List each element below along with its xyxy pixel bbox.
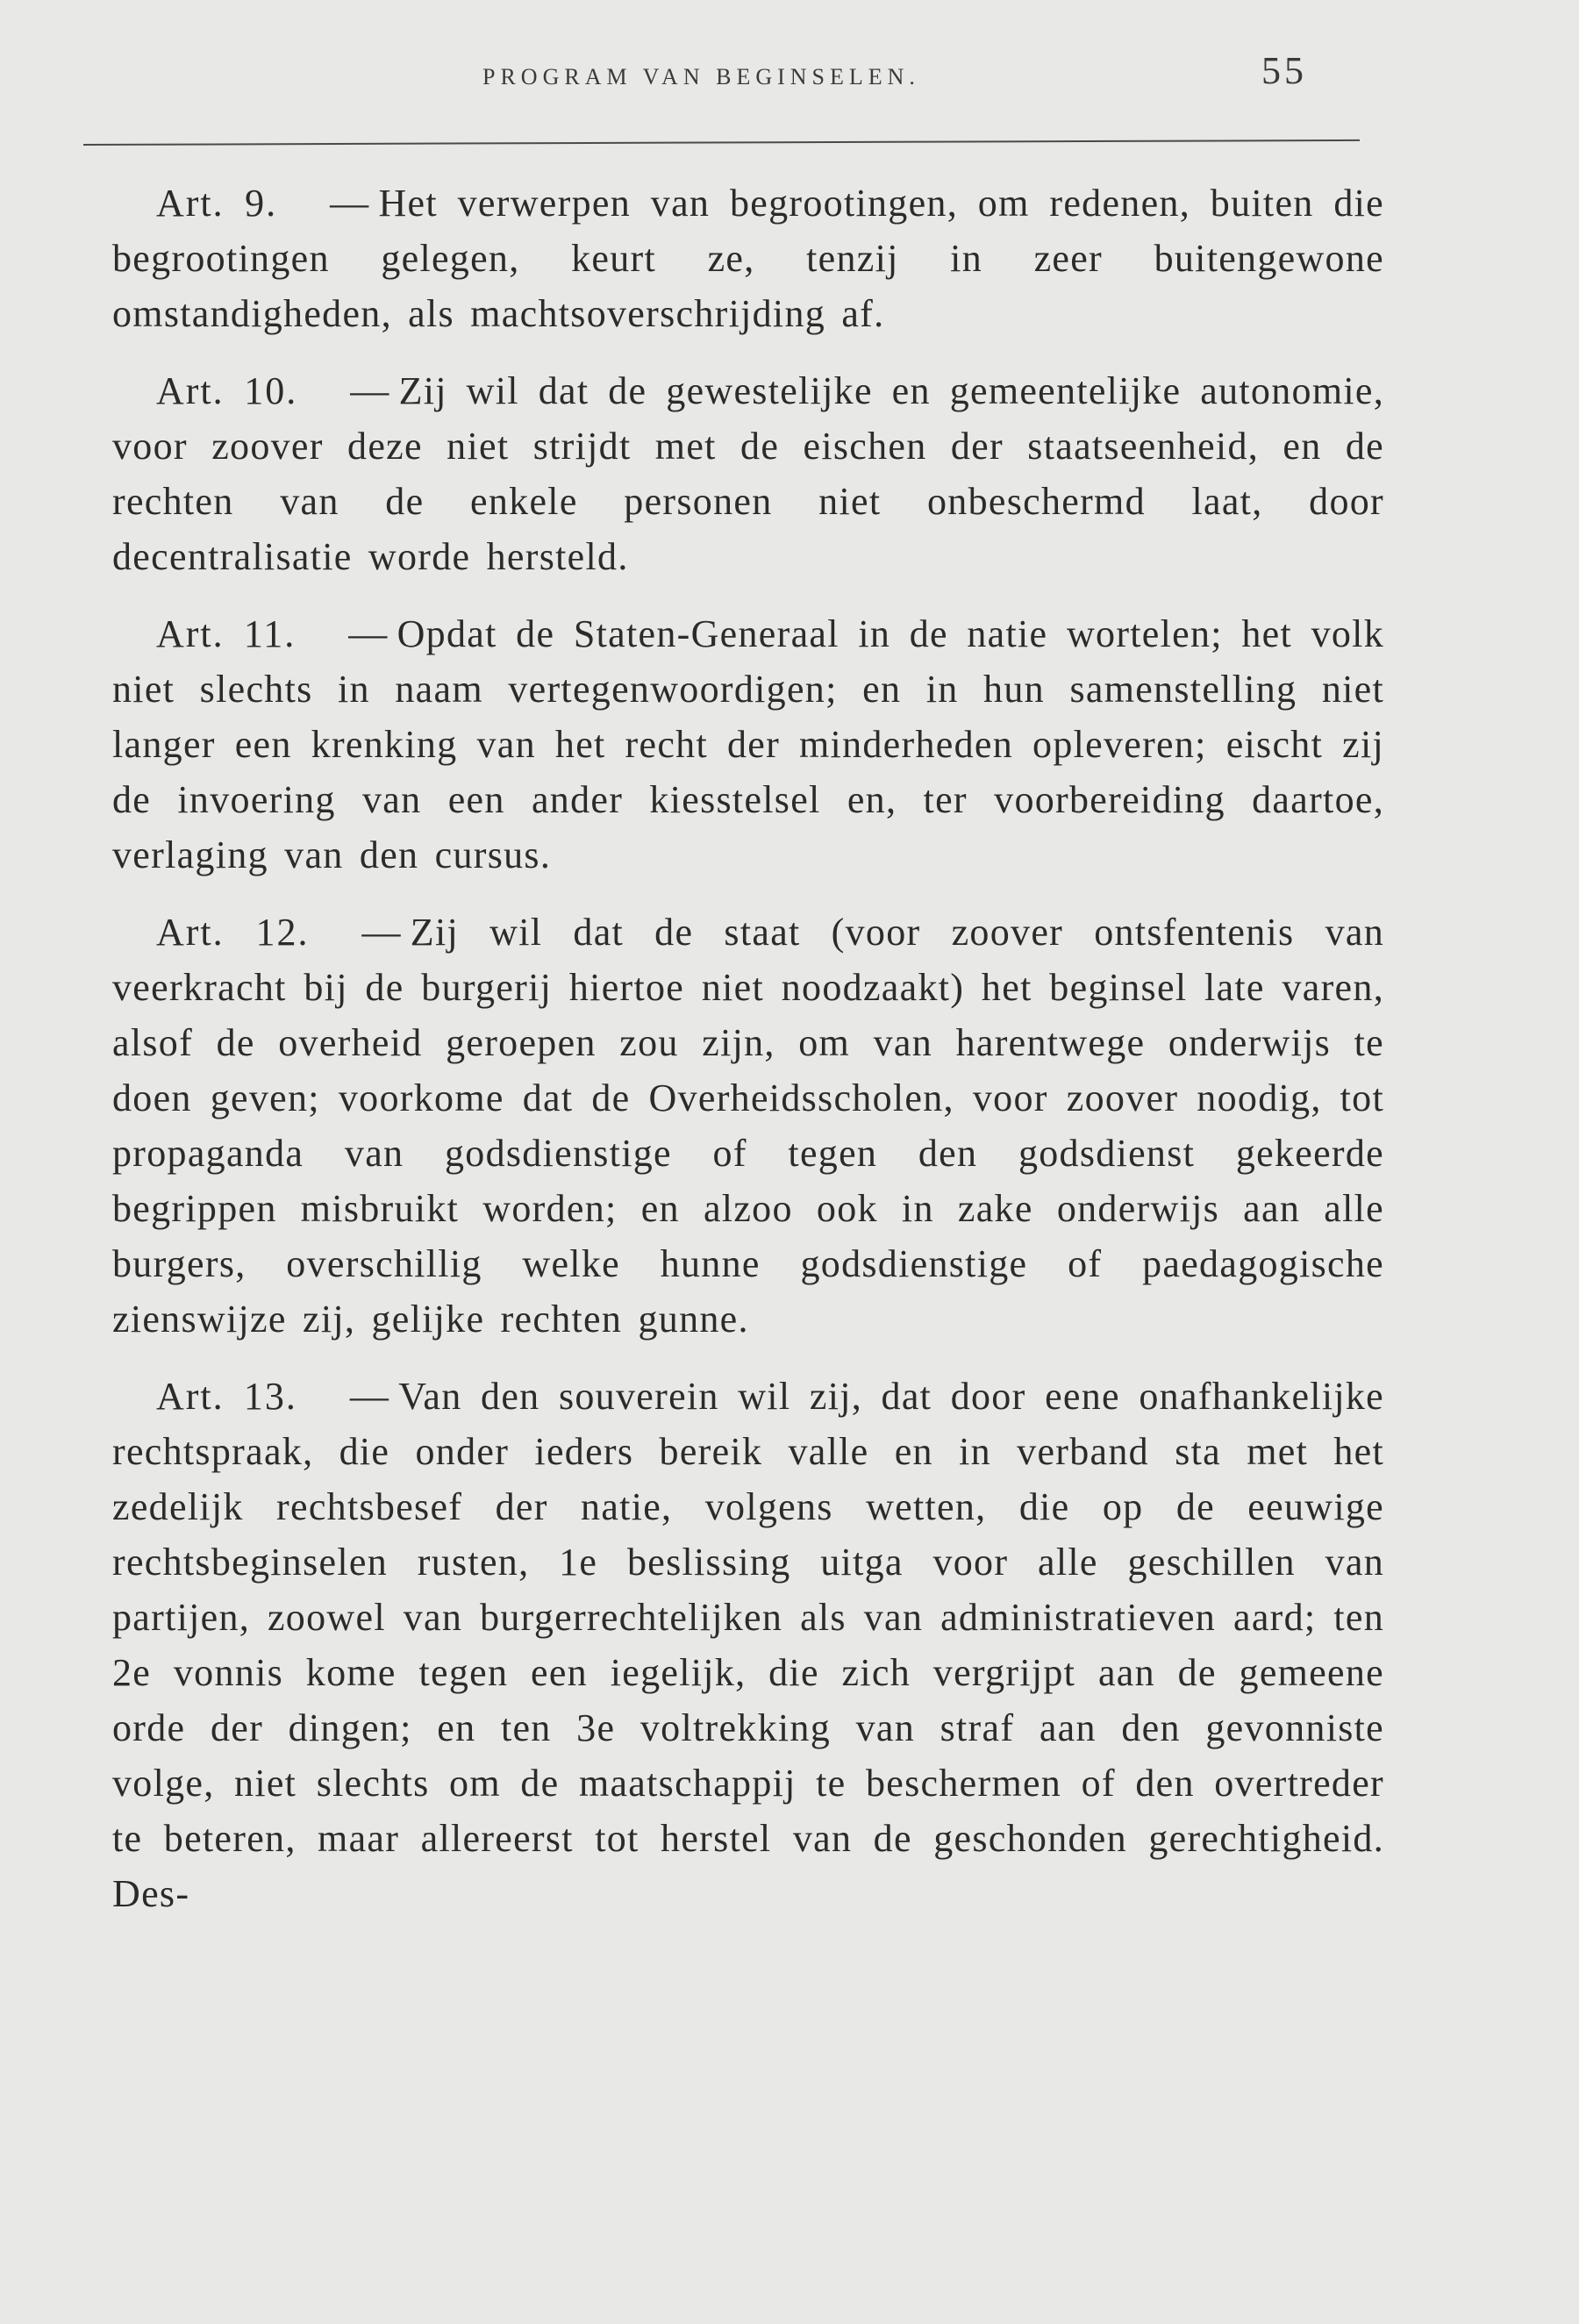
article-list	[112, 175, 1384, 1943]
article-dash: —	[348, 612, 389, 655]
article-label: Art. 11.	[156, 612, 297, 655]
article-text: Van den souverein wil zij, dat door eene onafhankelijke rechtspraak, die onder ieders bereik valle en in verband sta met het zedelijk rechtsbesef der natie, volgens wetten, die op de eeuwige rechtsbeginselen rusten, 1e beslissing uitga voor alle geschillen van partijen, zoowel van burgerrechtelijken als van administratieven aard; ten 2e vonnis kome tegen een iegelijk, die zich vergrijpt aan de gemeene orde der dingen; en ten 3e voltrekking van straf aan den gevonniste volge, niet slechts om de maatschappij te beschermen of den overtreder te beteren, maar allereerst tot herstel van de geschonden gerechtigheid. Des-	[112, 1375, 1385, 1915]
article-dash: —	[349, 1375, 390, 1418]
article-dash: —	[350, 369, 390, 412]
article-12	[112, 905, 1384, 1347]
article-label: Art. 9.	[156, 182, 278, 225]
header-rule	[83, 139, 1360, 146]
article-text: Opdat de Staten-Generaal in de natie wortelen; het volk niet slechts in naam vertegenwoordigen; en in hun samenstelling niet langer een krenking van het recht der minderheden opleveren; eischt zij de invoering van een ander kiesstelsel en, ter voorbereiding daartoe, verlaging van den cursus.	[112, 612, 1384, 876]
article-dash: —	[361, 911, 402, 954]
running-title: PROGRAM VAN BEGINSELEN.	[482, 64, 920, 89]
article-text: Zij wil dat de gewestelijke en gemeentelijke autonomie, voor zoover deze niet strijdt met de eischen der staatseenheid, en de rechten van de enkele personen niet onbeschermd laat, door decentralisatie worde hersteld.	[112, 369, 1384, 578]
article-text: Het verwerpen van begrootingen, om redenen, buiten die begrootingen gelegen, keurt ze, tenzij in zeer buitengewone omstandigheden, als machtsoverschrijding af.	[112, 182, 1384, 335]
running-head	[0, 48, 1579, 101]
article-label: Art. 10.	[156, 369, 298, 412]
article-dash: —	[330, 182, 370, 225]
article-text: Zij wil dat de staat (voor zoover ontsfentenis van veerkracht bij de burgerij hiertoe niet noodzaakt) het beginsel late varen, alsof de overheid geroepen zou zijn, om van harentwege onderwijs te doen geven; voorkome dat de Overheidsscholen, voor zoover noodig, tot propaganda van godsdienstige of tegen den godsdienst gekeerde begrippen misbruikt worden; en alzoo ook in zake onderwijs aan alle burgers, overschillig welke hunne godsdienstige of paedagogische zienswijze zij, gelijke rechten gunne.	[112, 911, 1385, 1341]
article-11	[112, 606, 1384, 883]
article-label: Art. 13.	[156, 1375, 297, 1418]
article-label: Art. 12.	[156, 911, 310, 954]
page-number: 55	[1261, 49, 1307, 92]
article-10	[112, 363, 1384, 584]
article-13	[112, 1369, 1384, 1921]
article-9	[112, 175, 1384, 341]
